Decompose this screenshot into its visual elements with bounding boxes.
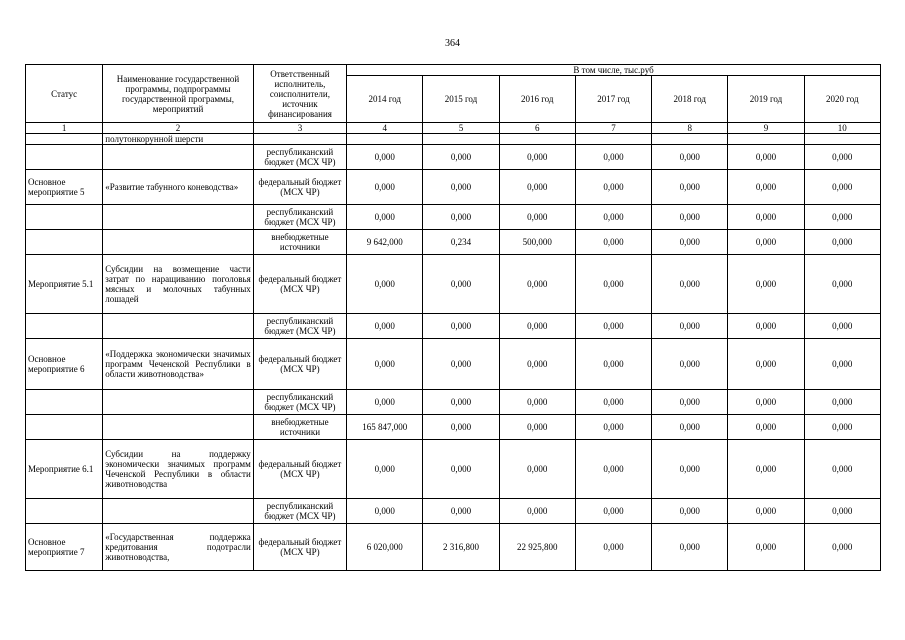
row-source: федеральный бюджет (МСХ ЧР) bbox=[253, 255, 346, 314]
row-value: 0,000 bbox=[728, 524, 804, 571]
row-name: «Поддержка экономически значимых программ Чеченской Республики в области животноводства» bbox=[103, 339, 254, 390]
table-row bbox=[26, 524, 881, 571]
row-value: 0,234 bbox=[423, 230, 499, 255]
row-value: 0,000 bbox=[347, 390, 423, 415]
row-value: 0,000 bbox=[652, 440, 728, 499]
column-index: 7 bbox=[575, 123, 651, 134]
row-value: 0,000 bbox=[804, 170, 880, 205]
row-value: 0,000 bbox=[575, 499, 651, 524]
row-status: Основное мероприятие 5 bbox=[26, 170, 103, 205]
row-name bbox=[103, 145, 254, 170]
row-value: 0,000 bbox=[499, 440, 575, 499]
row-value: 0,000 bbox=[804, 314, 880, 339]
row-status bbox=[26, 205, 103, 230]
row-value: 0,000 bbox=[652, 255, 728, 314]
row-status bbox=[26, 390, 103, 415]
budget-table bbox=[25, 64, 881, 571]
row-value: 0,000 bbox=[728, 230, 804, 255]
row-value: 0,000 bbox=[423, 145, 499, 170]
table-row bbox=[26, 170, 881, 205]
column-index: 3 bbox=[253, 123, 346, 134]
row-source: федеральный бюджет (МСХ ЧР) bbox=[253, 440, 346, 499]
header-responsible: Ответственный исполнитель, соисполнители, источник финансирования bbox=[253, 65, 346, 123]
row-value: 0,000 bbox=[575, 170, 651, 205]
row-value: 0,000 bbox=[728, 339, 804, 390]
row-value: 0,000 bbox=[347, 205, 423, 230]
row-status bbox=[26, 499, 103, 524]
row-name bbox=[103, 499, 254, 524]
row-value: 0,000 bbox=[652, 170, 728, 205]
row-value bbox=[347, 134, 423, 145]
header-name: Наименование государственной программы, подпрограммы государственной программы, мероприятий bbox=[103, 65, 254, 123]
row-name: «Развитие табунного коневодства» bbox=[103, 170, 254, 205]
row-status bbox=[26, 314, 103, 339]
row-source: республиканский бюджет (МСХ ЧР) bbox=[253, 499, 346, 524]
table-row bbox=[26, 205, 881, 230]
row-value: 0,000 bbox=[575, 390, 651, 415]
row-value: 0,000 bbox=[423, 255, 499, 314]
row-value: 0,000 bbox=[652, 415, 728, 440]
row-value: 22 925,800 bbox=[499, 524, 575, 571]
row-value: 0,000 bbox=[499, 390, 575, 415]
row-source: федеральный бюджет (МСХ ЧР) bbox=[253, 170, 346, 205]
header-year: 2015 год bbox=[423, 76, 499, 123]
row-value bbox=[575, 134, 651, 145]
row-source: республиканский бюджет (МСХ ЧР) bbox=[253, 314, 346, 339]
row-value: 0,000 bbox=[804, 415, 880, 440]
column-index: 1 bbox=[26, 123, 103, 134]
row-value: 0,000 bbox=[499, 499, 575, 524]
table-body bbox=[26, 134, 881, 571]
row-value: 0,000 bbox=[575, 314, 651, 339]
row-value: 0,000 bbox=[728, 440, 804, 499]
header-row-top bbox=[26, 65, 881, 76]
row-source bbox=[253, 134, 346, 145]
row-name bbox=[103, 415, 254, 440]
row-source: внебюджетные источники bbox=[253, 230, 346, 255]
column-index: 6 bbox=[499, 123, 575, 134]
row-name bbox=[103, 230, 254, 255]
row-value: 9 642,000 bbox=[347, 230, 423, 255]
row-value: 0,000 bbox=[347, 255, 423, 314]
table-row bbox=[26, 145, 881, 170]
row-value: 0,000 bbox=[347, 145, 423, 170]
row-value: 0,000 bbox=[499, 170, 575, 205]
row-value: 0,000 bbox=[728, 390, 804, 415]
row-value: 0,000 bbox=[347, 314, 423, 339]
row-value: 0,000 bbox=[804, 230, 880, 255]
row-value: 0,000 bbox=[652, 524, 728, 571]
row-value bbox=[423, 134, 499, 145]
row-value: 0,000 bbox=[575, 255, 651, 314]
row-value: 0,000 bbox=[652, 314, 728, 339]
row-value: 0,000 bbox=[575, 440, 651, 499]
row-value: 0,000 bbox=[423, 170, 499, 205]
table-row bbox=[26, 314, 881, 339]
row-value bbox=[804, 134, 880, 145]
row-value: 0,000 bbox=[728, 145, 804, 170]
row-value: 0,000 bbox=[347, 499, 423, 524]
column-index: 4 bbox=[347, 123, 423, 134]
row-value: 0,000 bbox=[423, 499, 499, 524]
table-row bbox=[26, 339, 881, 390]
row-value: 0,000 bbox=[499, 415, 575, 440]
row-value: 0,000 bbox=[575, 145, 651, 170]
table-row bbox=[26, 134, 881, 145]
row-status: Мероприятие 6.1 bbox=[26, 440, 103, 499]
row-name: «Государственная поддержка кредитования подотрасли животноводства, bbox=[103, 524, 254, 571]
row-value: 165 847,000 bbox=[347, 415, 423, 440]
row-value: 0,000 bbox=[423, 339, 499, 390]
row-source: республиканский бюджет (МСХ ЧР) bbox=[253, 205, 346, 230]
row-name bbox=[103, 390, 254, 415]
row-name bbox=[103, 205, 254, 230]
row-value: 0,000 bbox=[728, 314, 804, 339]
row-value: 0,000 bbox=[728, 415, 804, 440]
row-value bbox=[499, 134, 575, 145]
row-value: 0,000 bbox=[575, 524, 651, 571]
row-value: 0,000 bbox=[652, 499, 728, 524]
row-value: 0,000 bbox=[804, 524, 880, 571]
row-value: 0,000 bbox=[423, 314, 499, 339]
row-value: 0,000 bbox=[804, 499, 880, 524]
row-value: 0,000 bbox=[728, 205, 804, 230]
row-name bbox=[103, 314, 254, 339]
row-value: 0,000 bbox=[423, 440, 499, 499]
header-year: 2018 год bbox=[652, 76, 728, 123]
row-value: 0,000 bbox=[499, 255, 575, 314]
column-index: 8 bbox=[652, 123, 728, 134]
row-status bbox=[26, 134, 103, 145]
row-value: 0,000 bbox=[652, 205, 728, 230]
row-name: Субсидии на возмещение части затрат по наращиванию поголовья мясных и молочных табунных лошадей bbox=[103, 255, 254, 314]
table-row bbox=[26, 255, 881, 314]
column-index: 2 bbox=[103, 123, 254, 134]
row-value: 0,000 bbox=[499, 314, 575, 339]
header-year: 2016 год bbox=[499, 76, 575, 123]
row-value: 0,000 bbox=[423, 390, 499, 415]
row-value: 0,000 bbox=[728, 255, 804, 314]
row-value: 500,000 bbox=[499, 230, 575, 255]
row-value: 0,000 bbox=[652, 230, 728, 255]
row-value: 0,000 bbox=[804, 205, 880, 230]
row-status: Основное мероприятие 6 bbox=[26, 339, 103, 390]
column-index: 9 bbox=[728, 123, 804, 134]
row-value: 0,000 bbox=[652, 390, 728, 415]
row-source: республиканский бюджет (МСХ ЧР) bbox=[253, 390, 346, 415]
row-value: 0,000 bbox=[499, 339, 575, 390]
row-status bbox=[26, 230, 103, 255]
row-value: 0,000 bbox=[575, 415, 651, 440]
header-year: 2020 год bbox=[804, 76, 880, 123]
header-year: 2017 год bbox=[575, 76, 651, 123]
row-value: 0,000 bbox=[804, 145, 880, 170]
header-year: 2019 год bbox=[728, 76, 804, 123]
row-value: 0,000 bbox=[804, 390, 880, 415]
row-value: 0,000 bbox=[499, 145, 575, 170]
row-value: 0,000 bbox=[728, 170, 804, 205]
page-number: 364 bbox=[445, 38, 460, 49]
table-row bbox=[26, 390, 881, 415]
row-value: 0,000 bbox=[575, 205, 651, 230]
row-value: 6 020,000 bbox=[347, 524, 423, 571]
row-source: федеральный бюджет (МСХ ЧР) bbox=[253, 339, 346, 390]
row-status: Основное мероприятие 7 bbox=[26, 524, 103, 571]
row-status: Мероприятие 5.1 bbox=[26, 255, 103, 314]
header-row-index bbox=[26, 123, 881, 134]
row-source: федеральный бюджет (МСХ ЧР) bbox=[253, 524, 346, 571]
row-value: 0,000 bbox=[804, 255, 880, 314]
header-status: Статус bbox=[26, 65, 103, 123]
row-name: Субсидии на поддержку экономически значимых программ Чеченской Республики в области животноводства bbox=[103, 440, 254, 499]
row-value: 0,000 bbox=[423, 205, 499, 230]
column-index: 10 bbox=[804, 123, 880, 134]
row-value: 0,000 bbox=[652, 145, 728, 170]
row-value: 0,000 bbox=[575, 339, 651, 390]
row-value: 0,000 bbox=[499, 205, 575, 230]
row-name: полутонкорунной шерсти bbox=[103, 134, 254, 145]
table-row bbox=[26, 440, 881, 499]
table-row bbox=[26, 499, 881, 524]
row-value: 0,000 bbox=[728, 499, 804, 524]
row-value: 0,000 bbox=[347, 440, 423, 499]
row-value: 0,000 bbox=[575, 230, 651, 255]
column-index: 5 bbox=[423, 123, 499, 134]
row-source: внебюджетные источники bbox=[253, 415, 346, 440]
header-incl: В том числе, тыс.руб bbox=[347, 65, 881, 76]
row-value: 0,000 bbox=[347, 170, 423, 205]
row-value: 0,000 bbox=[804, 339, 880, 390]
row-value: 2 316,800 bbox=[423, 524, 499, 571]
header-year: 2014 год bbox=[347, 76, 423, 123]
row-value bbox=[728, 134, 804, 145]
row-value: 0,000 bbox=[804, 440, 880, 499]
table-row bbox=[26, 230, 881, 255]
row-status bbox=[26, 415, 103, 440]
row-value: 0,000 bbox=[423, 415, 499, 440]
row-value: 0,000 bbox=[652, 339, 728, 390]
row-value: 0,000 bbox=[347, 339, 423, 390]
row-value bbox=[652, 134, 728, 145]
row-source: республиканский бюджет (МСХ ЧР) bbox=[253, 145, 346, 170]
table-row bbox=[26, 415, 881, 440]
row-status bbox=[26, 145, 103, 170]
